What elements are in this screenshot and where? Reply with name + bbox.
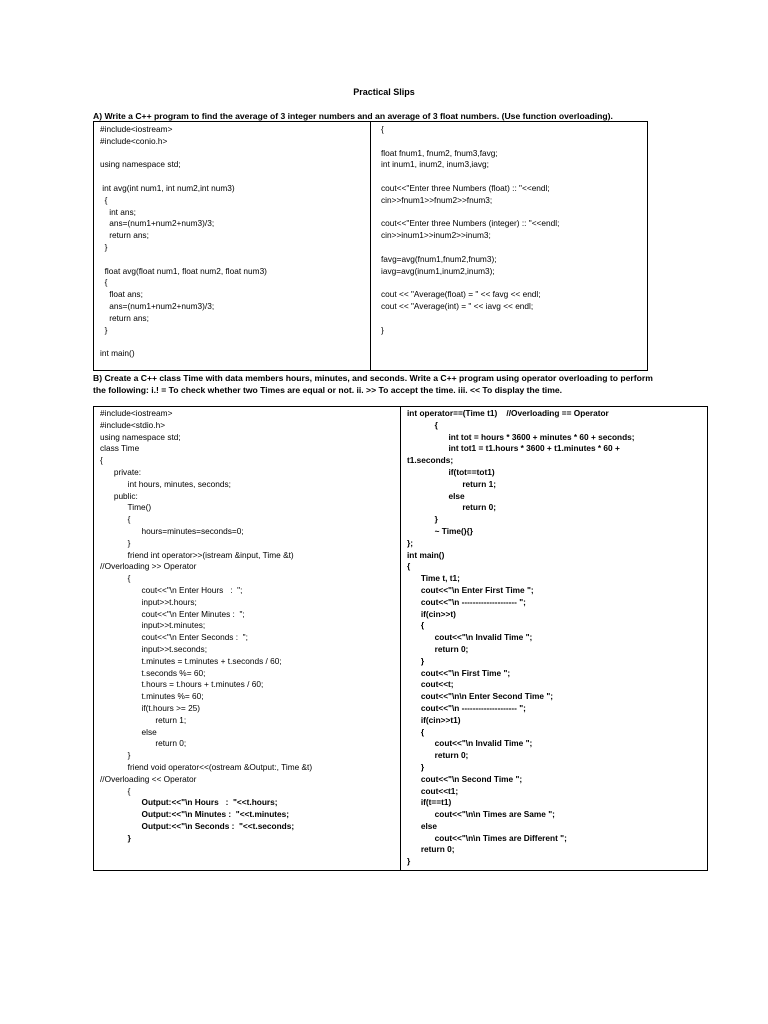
code-line: } (100, 750, 131, 761)
code-line: int tot = hours * 3600 + minutes * 60 + seconds; (407, 431, 635, 442)
code-b-right-column (401, 407, 707, 870)
code-line: else (407, 490, 465, 501)
code-line: { (100, 194, 108, 205)
code-line (381, 242, 647, 254)
code-line: cout<<"\n\n Times are Different "; (407, 832, 567, 843)
code-line: float avg(float num1, float num2, float num3) (100, 265, 267, 276)
code-line: return ans; (100, 312, 149, 323)
code-line: t.minutes = t.minutes + t.seconds / 60; (100, 655, 282, 666)
code-line: cout<<"\n -------------------- "; (407, 702, 526, 713)
code-line: using namespace std; (100, 431, 181, 442)
code-line: cout<<"\n\n Times are Same "; (407, 809, 555, 820)
code-line (100, 171, 370, 183)
code-line: { (100, 277, 108, 288)
code-line: #include<iostream> (100, 408, 173, 418)
code-line: { (100, 573, 131, 584)
code-line: int ans; (100, 206, 136, 217)
code-line: cout<<"\n Enter First Time "; (407, 584, 534, 595)
code-line: private: (100, 466, 142, 477)
code-line: return 0; (100, 738, 187, 749)
code-line: Output:<<"\n Minutes : "<<t.minutes; (100, 809, 290, 820)
code-line: input>>t.seconds; (100, 643, 207, 654)
code-line: if(t==t1) (407, 797, 452, 808)
code-line: //Overloading << Operator (100, 773, 197, 784)
code-line: int main() (407, 549, 445, 560)
code-line: } (407, 761, 425, 772)
code-line: class Time (100, 443, 140, 454)
code-line: { (407, 561, 411, 572)
code-line: cout<<"Enter three Numbers (float) :: "<<endl; (381, 182, 550, 193)
code-line: } (100, 832, 131, 843)
code-line: t.hours = t.hours + t.minutes / 60; (100, 679, 264, 690)
code-line: } (407, 856, 411, 867)
code-line: else (100, 726, 157, 737)
code-line: } (407, 655, 425, 666)
code-b-left-regular (100, 408, 400, 797)
code-line: cout << "Average(int) = " << iavg << endl; (381, 300, 534, 311)
code-line: if(tot==tot1) (407, 466, 495, 477)
code-line: return 0; (407, 750, 469, 761)
code-line: Output:<<"\n Hours : "<<t.hours; (100, 797, 278, 808)
code-line: Output:<<"\n Seconds : "<<t.seconds; (100, 820, 295, 831)
code-line: int avg(int num1, int num2,int num3) (100, 182, 235, 193)
code-line: friend void operator<<(ostream &Output:, Time &t) (100, 761, 313, 772)
code-line: if(t.hours >= 25) (100, 702, 201, 713)
code-line: } (100, 324, 108, 335)
code-line: input>>t.hours; (100, 596, 197, 607)
code-line: { (100, 514, 131, 525)
code-line: favg=avg(fnum1,fnum2,fnum3); (381, 253, 497, 264)
code-line: } (381, 324, 384, 335)
code-line: ans=(num1+num2+num3)/3; (100, 300, 215, 311)
code-line (381, 277, 647, 289)
code-line: { (100, 785, 131, 796)
code-line: int tot1 = t1.hours * 3600 + t1.minutes * 60 + (407, 443, 620, 454)
code-line: } (100, 241, 108, 252)
question-b-line-1: B) Create a C++ class Time with data members hours, minutes, and seconds. Write a C++ program using operator overloading to perform (93, 373, 653, 383)
code-line (381, 207, 647, 219)
code-line: return 1; (407, 478, 496, 489)
code-line: if(cin>>t) (407, 608, 456, 619)
code-line: int inum1, inum2, inum3,iavg; (381, 159, 489, 170)
code-line: iavg=avg(inum1,inum2,inum3); (381, 265, 495, 276)
code-line: ~ Time(){} (407, 525, 474, 536)
code-line: cout<<"\n Enter Minutes : "; (100, 608, 245, 619)
code-line: { (381, 124, 384, 134)
code-line: cout<<t1; (407, 785, 459, 796)
code-line: public: (100, 490, 138, 501)
code-line: #include<conio.h> (100, 135, 168, 146)
code-line: Time t, t1; (407, 573, 460, 584)
code-line: t1.seconds; (407, 455, 454, 466)
code-line: cout << "Average(float) = " << favg << endl; (381, 289, 541, 300)
code-line: { (407, 419, 438, 430)
code-line: #include<stdio.h> (100, 419, 166, 430)
code-line: #include<iostream> (100, 124, 173, 134)
code-line: cout<<"\n Enter Hours : "; (100, 584, 243, 595)
code-line: cin>>fnum1>>fnum2>>fnum3; (381, 194, 493, 205)
code-line: return ans; (100, 230, 149, 241)
code-table-b (93, 406, 708, 871)
code-line: cout<<"\n First Time "; (407, 667, 511, 678)
code-line: cout<<t; (407, 679, 454, 690)
code-a-right-column (371, 122, 647, 370)
code-line: { (407, 726, 425, 737)
code-a-left-column (94, 122, 371, 370)
code-line: if(cin>>t1) (407, 714, 461, 725)
code-line: t.minutes %= 60; (100, 691, 204, 702)
code-line: ans=(num1+num2+num3)/3; (100, 218, 215, 229)
code-line: cout<<"\n Second Time "; (407, 773, 523, 784)
code-table-a (93, 121, 648, 371)
code-line: cin>>inum1>>inum2>>inum3; (381, 230, 491, 241)
code-line: int main() (100, 348, 135, 359)
code-line: cout<<"\n Invalid Time "; (407, 632, 533, 643)
code-line: hours=minutes=seconds=0; (100, 525, 244, 536)
code-line: using namespace std; (100, 159, 181, 170)
code-line: cout<<"\n Enter Seconds : "; (100, 632, 248, 643)
code-line: input>>t.minutes; (100, 620, 206, 631)
code-line: return 0; (407, 502, 496, 513)
code-line (100, 148, 370, 160)
code-line: int operator==(Time t1) //Overloading == Operator (407, 408, 609, 418)
code-line: cout<<"\n -------------------- "; (407, 596, 526, 607)
code-line: int hours, minutes, seconds; (100, 478, 231, 489)
question-b (93, 372, 693, 396)
code-line (381, 313, 647, 325)
code-b-left-bold (100, 797, 400, 844)
code-line: float ans; (100, 289, 143, 300)
code-line: friend int operator>>(istream &input, Time &t) (100, 549, 294, 560)
question-a: A) Write a C++ program to find the average of 3 integer numbers and an average of 3 float numbers. (Use function overloading). (93, 111, 613, 121)
question-b-line-2: the following: i.! = To check whether two Times are equal or not. ii. >> To accept the time. iii. << To display the time. (93, 385, 563, 395)
code-line (381, 171, 647, 183)
code-b-left-column (94, 407, 401, 870)
code-line: return 1; (100, 714, 187, 725)
code-line: } (100, 537, 131, 548)
code-line: cout<<"\n Invalid Time "; (407, 738, 533, 749)
code-line: //Overloading >> Operator (100, 561, 197, 572)
code-line (100, 336, 370, 348)
code-line: else (407, 820, 437, 831)
code-line: }; (407, 537, 413, 548)
code-line (381, 136, 647, 148)
code-line: } (407, 514, 438, 525)
page-title: Practical Slips (353, 87, 415, 97)
code-line: { (100, 455, 103, 466)
code-line: cout<<"Enter three Numbers (integer) :: "<<endl; (381, 218, 560, 229)
code-line: Time() (100, 502, 152, 513)
code-line (100, 254, 370, 266)
code-line: t.seconds %= 60; (100, 667, 206, 678)
code-line: cout<<"\n\n Enter Second Time "; (407, 691, 554, 702)
code-line: float fnum1, fnum2, fnum3,favg; (381, 147, 498, 158)
code-line: return 0; (407, 643, 469, 654)
code-line: { (407, 620, 425, 631)
code-line: return 0; (407, 844, 455, 855)
